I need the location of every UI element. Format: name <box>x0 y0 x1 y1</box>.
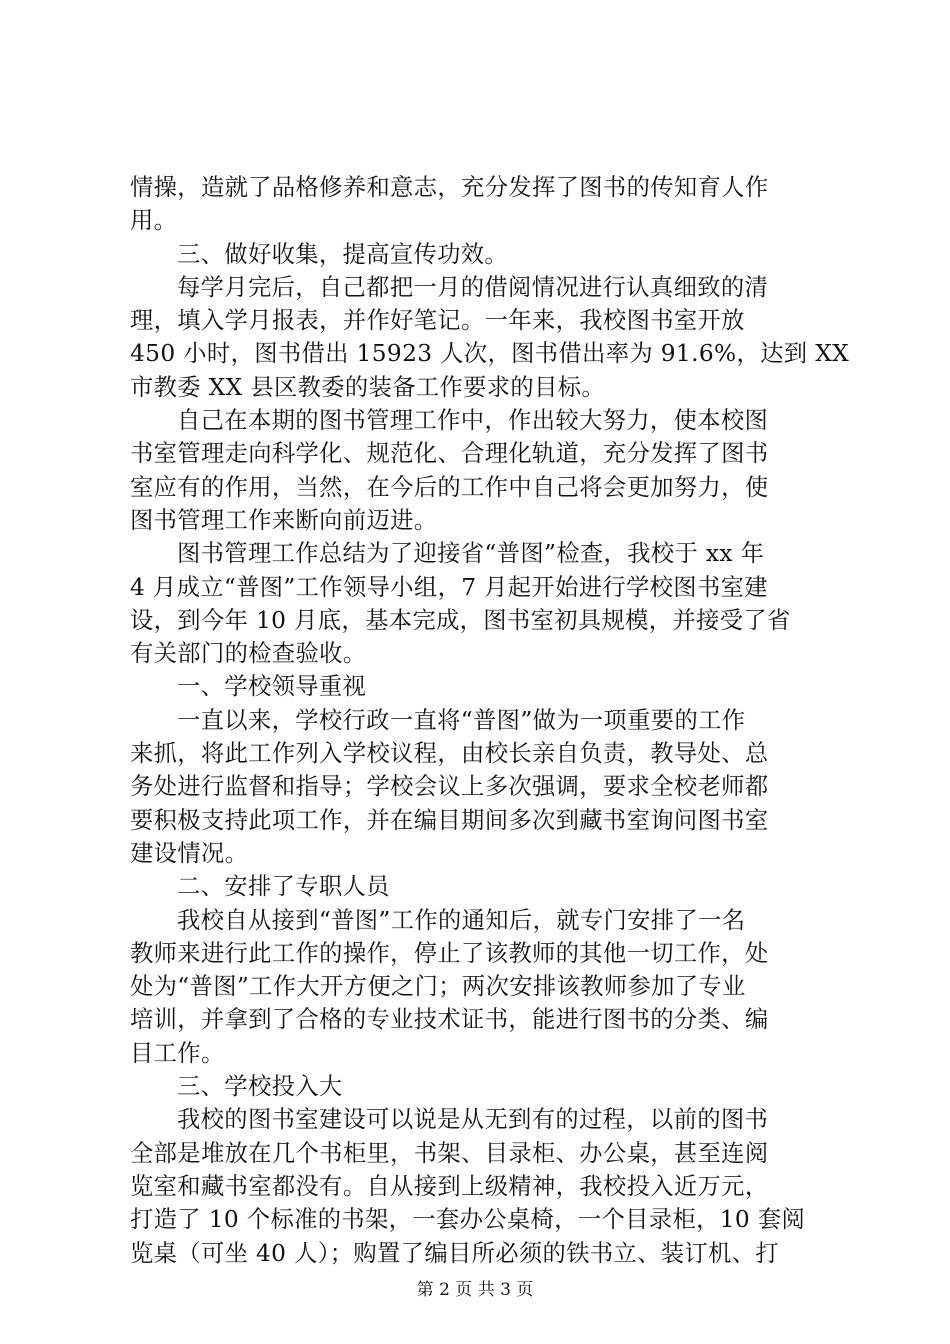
text-line: 来抓，将此工作列入学校议程，由校长亲自负责，教导处、总 <box>130 740 769 768</box>
text-line: 图书管理工作来断向前迈进。 <box>130 506 438 534</box>
text-line: 理，填入学月报表，并作好笔记。一年来，我校图书室开放 <box>130 307 745 335</box>
text-line: 二、安排了专职人员 <box>177 873 390 901</box>
text-line: 一、学校领导重视 <box>177 673 367 701</box>
text-line: 三、做好收集，提高宣传功效。 <box>177 240 509 268</box>
text-line: 市教委 XX 县区教委的装备工作要求的目标。 <box>130 373 606 401</box>
text-line: 览室和藏书室都没有。自从接到上级精神，我校投入近万元， <box>130 1172 769 1200</box>
text-line: 建设情况。 <box>130 839 249 867</box>
text-line: 打造了 10 个标准的书架，一套办公桌椅，一个目录柜，10 套阅 <box>130 1206 806 1234</box>
document-body <box>130 171 850 1270</box>
text-line: 450 小时，图书借出 15923 人次，图书借出率为 91.6%，达到 XX <box>130 340 850 368</box>
text-line: 教师来进行此工作的操作，停止了该教师的其他一切工作，处 <box>130 939 769 967</box>
text-line: 一直以来，学校行政一直将“普图”做为一项重要的工作 <box>177 706 746 734</box>
text-line: 要积极支持此项工作，并在编目期间多次到藏书室询问图书室 <box>130 806 769 834</box>
text-line: 图书管理工作总结为了迎接省“普图”检查，我校于 xx 年 <box>177 540 765 568</box>
text-line: 情操，造就了品格修养和意志，充分发挥了图书的传知育人作 <box>130 174 769 201</box>
text-line: 览桌（可坐 40 人）；购置了编目所必须的铁书立、装订机、打 <box>130 1239 780 1267</box>
text-line: 我校自从接到“普图”工作的通知后，就专门安排了一名 <box>177 906 746 934</box>
page-footer: 第 2 页 共 3 页 <box>416 1280 534 1300</box>
text-line: 务处进行监督和指导；学校会议上多次强调，要求全校老师都 <box>130 773 769 801</box>
text-line: 三、学校投入大 <box>177 1073 343 1101</box>
text-line: 目工作。 <box>130 1039 225 1067</box>
text-line: 每学月完后，自己都把一月的借阅情况进行认真细致的清 <box>177 273 769 301</box>
text-line: 有关部门的检查验收。 <box>130 640 367 668</box>
text-line: 处为“普图”工作大开方便之门；两次安排该教师参加了专业 <box>130 973 746 1001</box>
text-line: 用。 <box>130 207 178 235</box>
text-line: 自己在本期的图书管理工作中，作出较大努力，使本校图 <box>177 407 769 435</box>
text-line: 全部是堆放在几个书柜里，书架、目录柜、办公桌，甚至连阅 <box>130 1139 769 1167</box>
text-line: 4 月成立“普图”工作领导小组，7 月起开始进行学校图书室建 <box>130 573 768 601</box>
text-line: 室应有的作用，当然，在今后的工作中自己将会更加努力，使 <box>130 473 769 501</box>
text-line: 设，到今年 10 月底，基本完成，图书室初具规模，并接受了省 <box>130 606 791 634</box>
text-line: 书室管理走向科学化、规范化、合理化轨道，充分发挥了图书 <box>130 440 769 468</box>
text-line: 培训，并拿到了合格的专业技术证书，能进行图书的分类、编 <box>130 1006 769 1034</box>
text-line: 我校的图书室建设可以说是从无到有的过程，以前的图书 <box>177 1106 769 1134</box>
